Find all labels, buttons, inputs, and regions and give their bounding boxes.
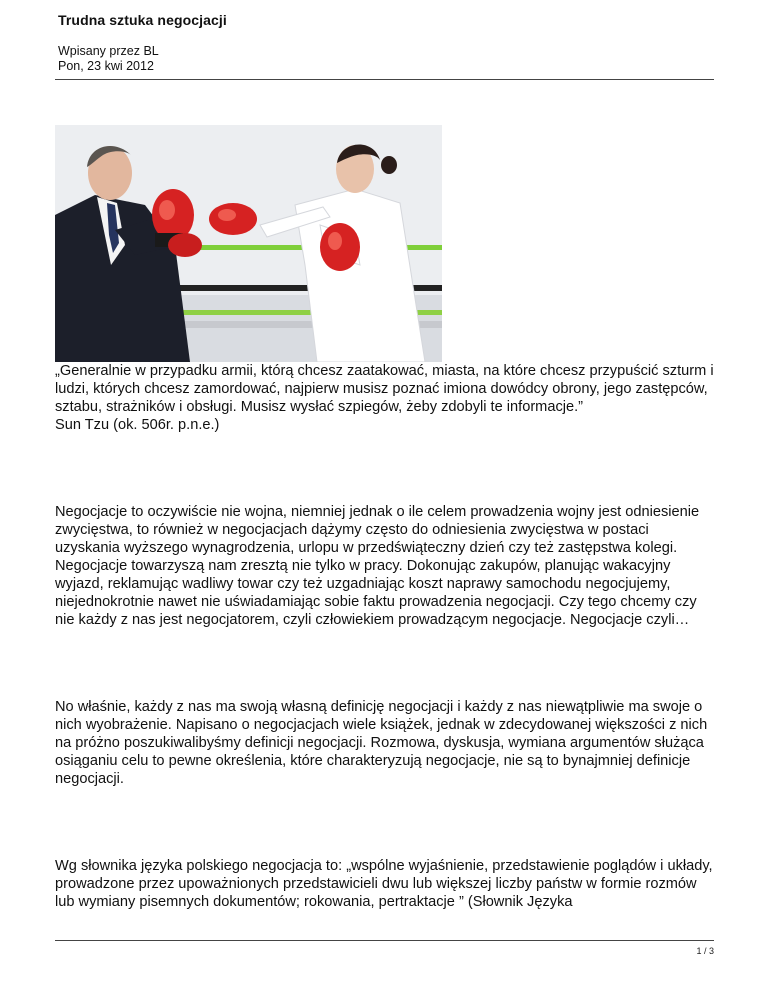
paragraph-3: Wg słownika języka polskiego negocjacja to: „wspólne wyjaśnienie, przedstawienie poglądów i układy, prowadzone przez upoważnionych przedstawicieli dwu lub większej liczby państw w formie rozmów lub wymiany pisemnych dokumentów; rokowania, pertraktacje ” (Słownik Języka [55, 858, 713, 910]
paragraph-2: No właśnie, każdy z nas ma swoją własną definicję negocjacji i każdy z nas niewątpliwie ma swoje o nich wyobrażenie. Napisano o negocjacjach wiele książek, jednak w zdecydowanej większości z nich na próżno poszukiwalibyśmy definicji negocjacji. Rozmowa, dyskusja, wymiana argumentów służąca osiąganiu celu to pewne określenia, które charakteryzują negocjacje, nie są to bynajmniej definicje negocjacji. [55, 699, 708, 787]
author-line: Wpisany przez BL [58, 44, 159, 58]
quote-attribution: Sun Tzu (ok. 506r. p.n.e.) [55, 417, 220, 433]
article-meta [58, 44, 159, 74]
date-line: Pon, 23 kwi 2012 [58, 59, 154, 73]
header-divider [55, 79, 714, 80]
paragraph-1: Negocjacje to oczywiście nie wojna, niemniej jednak o ile celem prowadzenia wojny jest odniesienie zwycięstwa, to również w negocjacjach dążymy często do odniesienia zwycięstwa w postaci uzyskania wyższego wynagrodzenia, urlopu w przedświąteczny dzień czy też zastępstwa kolegi. Negocjacje towarzyszą nam zresztą nie tylko w pracy. Dokonując zakupów, planując wakacyjny wyjazd, reklamując wadliwy towar czy też uzgadniając koszt naprawy samochodu negocjujemy, niejednokrotnie nawet nie uświadamiając sobie faktu prowadzenia negocjacji. Czy tego chcemy czy nie każdy z nas jest negocjatorem, czyli człowiekiem prowadzącym negocjacje. Negocjacje czyli… [55, 504, 700, 628]
article-body [55, 362, 717, 911]
quote-text: „Generalnie w przypadku armii, którą chcesz zaatakować, miasta, na które chcesz przypuścić szturm i ludzi, których chcesz zamordować, najpierw musisz poznać imiona dowódcy obrony, jego zastępców, sztabu, strażników i obsługi. Musisz wysłać szpiegów, żeby zdobyli te informacje.” [55, 363, 714, 415]
footer-divider [55, 940, 714, 941]
page-number: 1 / 3 [696, 946, 714, 956]
boxing-photo [55, 125, 442, 362]
page-title: Trudna sztuka negocjacji [58, 12, 227, 28]
